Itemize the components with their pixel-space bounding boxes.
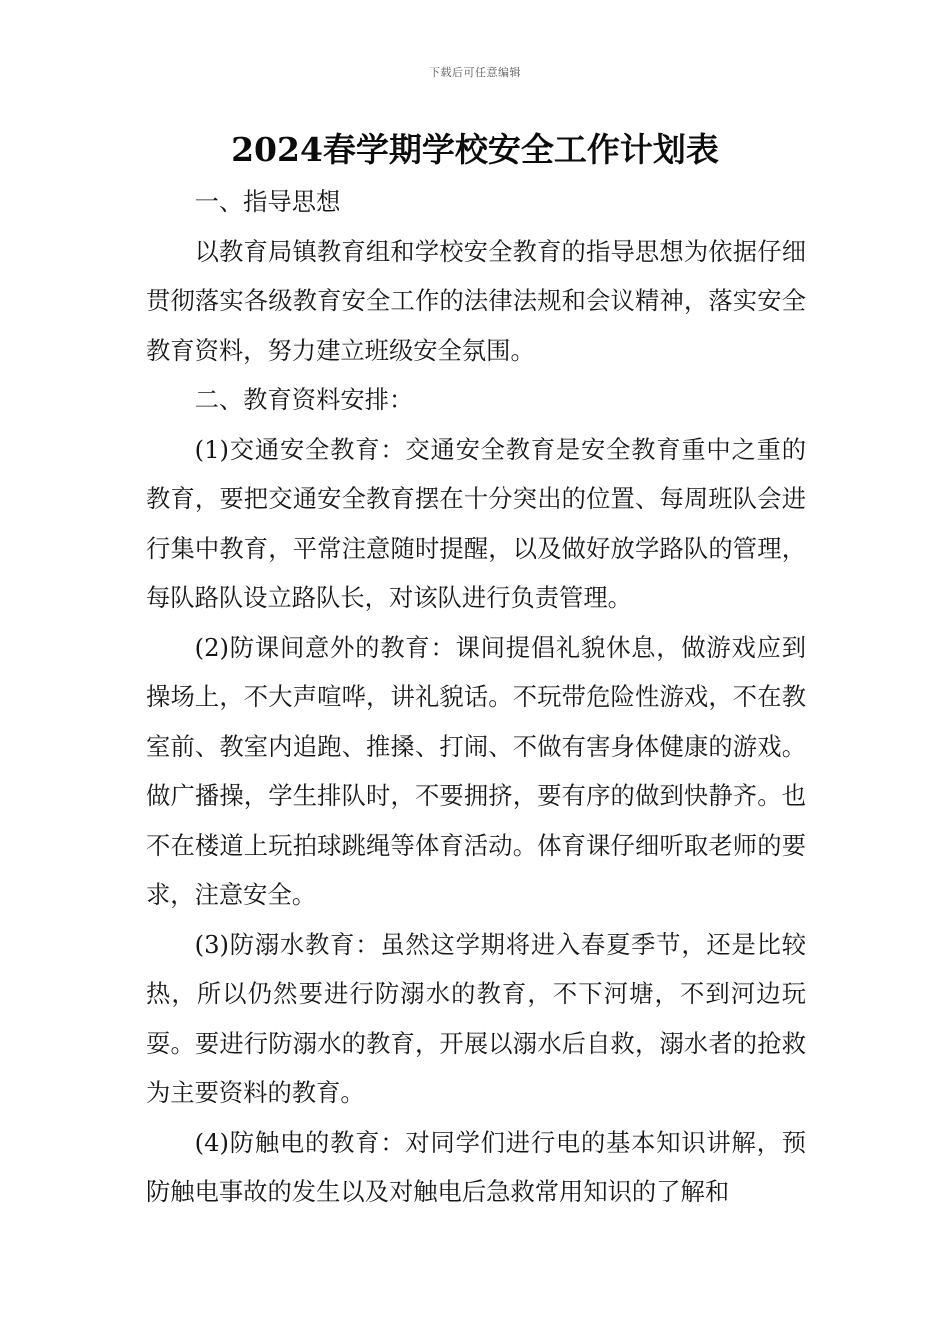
- document-title: 2024春学期学校安全工作计划表: [231, 130, 719, 169]
- section-heading-education-arrangement: 二、教育资料安排：: [194, 385, 414, 414]
- document-body: [146, 177, 806, 1217]
- paragraph-electric-shock-prevention: (4)防触电的教育：对同学们进行电的基本知识讲解，预防触电事故的发生以及对触电后急救常用知识的了解和: [146, 1127, 806, 1206]
- paragraph-traffic-safety: (1)交通安全教育：交通安全教育是安全教育重中之重的教育，要把交通安全教育摆在十分突出的位置、每周班队会进行集中教育，平常注意随时提醒，以及做好放学路队的管理，每队路队设立路队长，对该队进行负责管理。: [146, 434, 806, 612]
- paragraph-break-time-safety: (2)防课间意外的教育：课间提倡礼貌休息，做游戏应到操场上，不大声喧哗，讲礼貌话。不玩带危险性游戏，不在教室前、教室内追跑、推搡、打闹、不做有害身体健康的游戏。做广播操，学生排队时，不要拥挤，要有序的做到快静齐。也不在楼道上玩拍球跳绳等体育活动。体育课仔细听取老师的要求，注意安全。: [146, 632, 806, 909]
- paragraph-drowning-prevention: (3)防溺水教育：虽然这学期将进入春夏季节，还是比较热，所以仍然要进行防溺水的教育，不下河塘，不到河边玩耍。要进行防溺水的教育，开展以溺水后自救，溺水者的抢救为主要资料的教育。: [146, 929, 806, 1107]
- paragraph-guiding-thought: 以教育局镇教育组和学校安全教育的指导思想为依据仔细贯彻落实各级教育安全工作的法律法规和会议精神，落实安全教育资料，努力建立班级安全氛围。: [146, 236, 806, 365]
- section-heading-guiding-thought: 一、指导思想: [194, 187, 341, 216]
- header-watermark: 下载后可任意编辑: [429, 66, 521, 79]
